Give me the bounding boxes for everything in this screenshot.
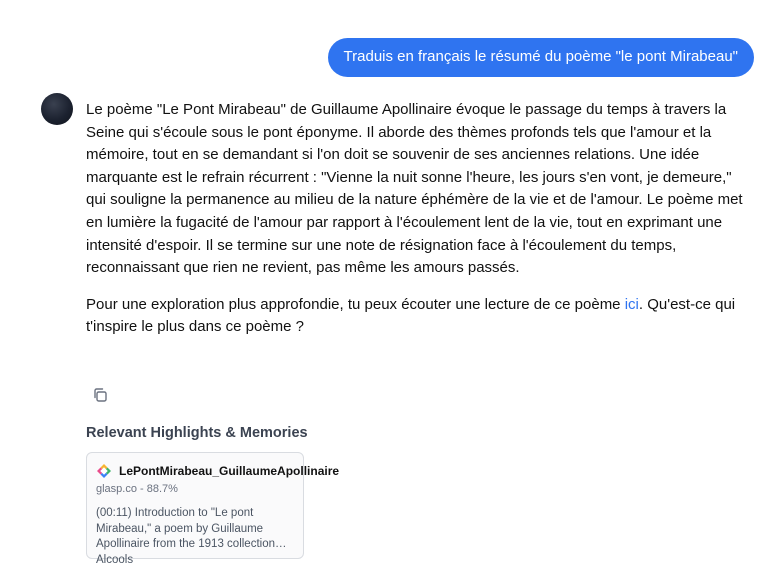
followup-text-end: . Qu'est-ce qui t'inspire le plus dans ce poème ?: [86, 295, 736, 336]
highlight-card-source: glasp.co - 88.7%: [96, 483, 178, 495]
highlight-card-snippet: (00:11) Introduction to "Le pont Mirabeau," a poem by Guillaume Apollinaire from the 1913 collection Alcools: [96, 507, 275, 566]
assistant-message: [86, 99, 746, 339]
user-message-bubble: Traduis en français le résumé du poème "le pont Mirabeau": [328, 38, 754, 77]
copy-icon: [90, 385, 110, 405]
copy-button[interactable]: [90, 385, 110, 405]
highlight-card-title: LePontMirabeau_GuillaumeApollinaire: [119, 464, 340, 478]
highlights-title: Relevant Highlights & Memories: [86, 425, 308, 441]
assistant-paragraph-followup: [86, 294, 746, 339]
highlight-card-header: [96, 462, 340, 480]
user-message-row: [328, 38, 754, 77]
followup-text-start: Pour une exploration plus approfondie, tu peux écouter une lecture de ce poème: [86, 295, 625, 313]
assistant-paragraph-summary: Le poème "Le Pont Mirabeau" de Guillaume Apollinaire évoque le passage du temps à travers la Seine qui s'écoule sous le pont éponyme. Il aborde des thèmes profonds tels que l'amour et la mémoire, tout en se demandant si l'on doit se souvenir de ses anciennes relations. Une idée marquante est le refrain récurrent : "Vienne la nuit sonne l'heure, les jours s'en vont, je demeure," qui souligne la permanence au milieu de la nature éphémère de la vie et de l'amour. Le poème met en lumière la fugacité de l'amour par rapport à l'écoulement lent de la vie, tout en exprimant une intensité d'espoir. Il se termine sur une note de résignation face à l'écoulement du temps, reconnaissant que rien ne revient, pas même les amours passés.: [86, 101, 743, 277]
assistant-avatar: [41, 93, 73, 125]
reading-link[interactable]: ici: [624, 295, 639, 313]
highlight-card[interactable]: [86, 452, 340, 566]
glasp-logo-icon: [96, 463, 112, 479]
